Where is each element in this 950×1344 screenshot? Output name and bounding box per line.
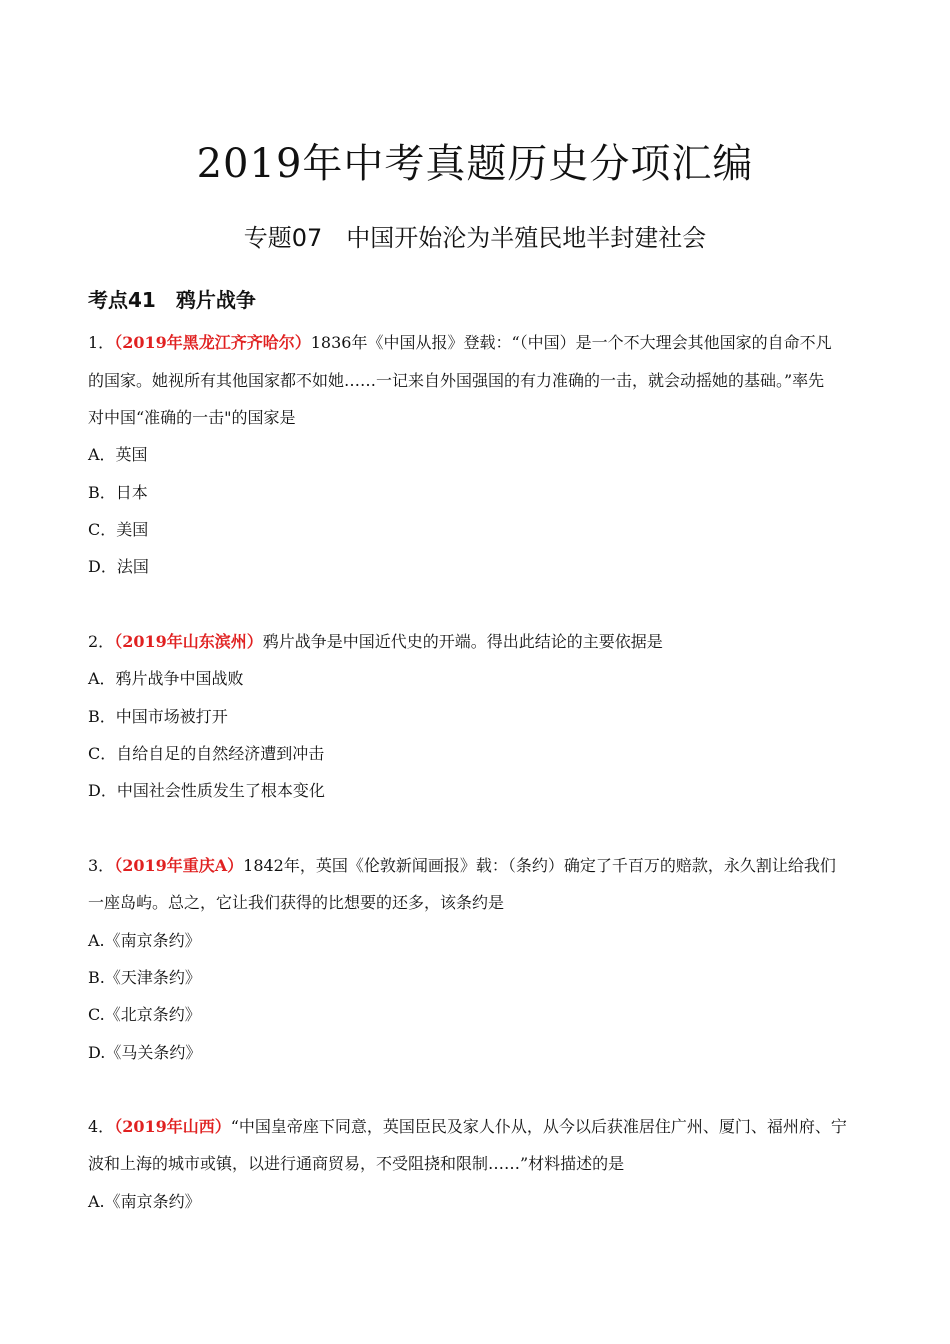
question-number: 1． [88,333,115,352]
page-title: 2019年中考真题历史分项汇编 [196,141,754,187]
question-2-option-b: B．中国市场被打开 [88,707,228,726]
question-1-option-b: B．日本 [88,483,148,502]
question-source: （2019年山西） [114,1117,231,1136]
question-number: 2． [88,632,115,651]
question-3-option-b: B.《天津条约》 [88,968,201,987]
section-heading: 考点41 鸦片战争 [88,288,256,312]
topic-subtitle: 专题07 中国开始沦为半殖民地半封建社会 [243,224,707,252]
question-4-line-2: 波和上海的城市或镇，以进行通商贸易，不受阻挠和限制……”材料描述的是 [88,1154,625,1173]
question-stem-text: 鸦片战争是中国近代史的开端。得出此结论的主要依据是 [262,632,663,651]
question-source: （2019年山东滨州） [114,632,263,651]
question-stem-text: “中国皇帝座下同意，英国臣民及家人仆从，从今以后获准居住广州、厦门、福州府、宁 [230,1117,847,1136]
question-1-line-3: 对中国“准确的一击"的国家是 [88,408,296,427]
question-4-option-a: A.《南京条约》 [88,1192,201,1211]
question-stem-text: 1836年《中国从报》登载：“（中国）是一个不大理会其他国家的自命不凡 [310,333,832,352]
question-2-option-d: D．中国社会性质发生了根本变化 [88,781,325,800]
question-source: （2019年重庆A） [114,856,244,875]
question-1-option-c: C．美国 [88,520,149,539]
question-2-option-a: A．鸦片战争中国战败 [88,669,244,688]
question-4-line-1 [88,1115,868,1139]
question-2-option-c: C．自给自足的自然经济遭到冲击 [88,744,325,763]
question-source: （2019年黑龙江齐齐哈尔） [114,333,311,352]
question-3-line-1 [88,854,868,878]
question-stem-text: 1842年，英国《伦敦新闻画报》载：（条约）确定了千百万的赔款，永久割让给我们 [243,856,836,875]
question-1-line-1 [88,331,868,355]
question-number: 4． [88,1117,115,1136]
question-1-option-d: D．法国 [88,557,149,576]
question-3-option-c: C.《北京条约》 [88,1005,201,1024]
question-1-line-2: 的国家。她视所有其他国家都不如她……一记来自外国强国的有力准确的一击，就会动摇她的基础。”率先 [88,371,825,390]
question-3-line-2: 一座岛屿。总之，它让我们获得的比想要的还多，该条约是 [88,893,505,912]
question-3-option-a: A.《南京条约》 [88,931,201,950]
question-1-option-a: A．英国 [88,445,148,464]
question-3-option-d: D.《马关条约》 [88,1043,202,1062]
question-2-line-1 [88,630,868,654]
question-number: 3． [88,856,115,875]
